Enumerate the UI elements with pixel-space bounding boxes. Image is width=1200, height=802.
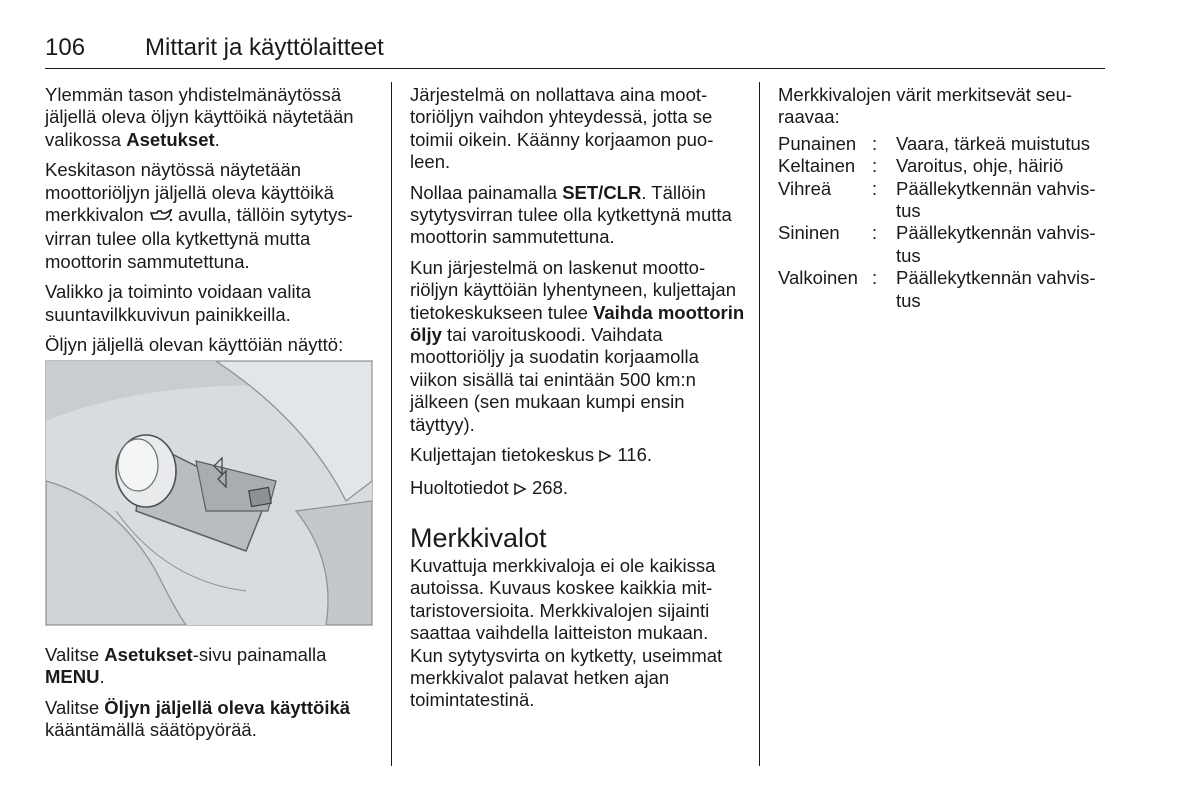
column-3 [778,84,1108,312]
color-name: Vihreä [778,177,832,199]
paragraph-reset-button: Nollaa painamalla SET/CLR. Tällöin sytytysvirran tulee olla kytkettynä mutta moottorin sammutettuna. [410,181,732,248]
column-divider-1 [391,82,392,766]
color-meaning: Päällekytkennän vahvistus [896,267,1096,311]
paragraph-colors-intro: Merkkivalojen värit merkitsevät seuraavaa: [778,84,1073,128]
cross-reference-driver-info: Kuljettajan tietokeskus 116. [410,444,745,468]
paragraph-select-settings: Valitse Asetukset-sivu painamalla MENU. [45,644,327,688]
message-term-change-oil: Vaihda moottorin öljy [410,301,745,346]
separator: : [872,177,878,199]
cross-reference-service: Huoltotiedot 268. [410,477,745,501]
color-meaning: Päällekytkennän vahvistus [896,222,1096,266]
arrow-right-outline-icon [514,479,527,501]
page-number: 106 [45,34,86,61]
color-name: Valkoinen [778,267,858,289]
section-heading-warning-lights: Merkkivalot [410,522,547,553]
paragraph-select-oil-life: Valitse Öljyn jäljellä oleva käyttöikä kääntämällä säätöpyörää. [45,696,351,741]
paragraph-upper-display: Ylemmän tason yhdistelmänäytössä jäljellä oleva öljyn käyttöikä näytetään valikossa Asetukset. [45,84,354,150]
paragraph-figure-caption: Öljyn jäljellä olevan käyttöiän näyttö: [45,334,344,356]
table-row [778,178,1108,223]
color-meaning-table [778,133,1108,312]
arrow-right-outline-icon [599,446,612,468]
column-1-lower [45,644,375,750]
button-term-set-clr: SET/CLR [562,181,642,203]
turn-signal-lever-illustration [45,360,373,626]
table-row [778,267,1108,312]
oil-can-icon [149,206,173,228]
paragraph-mid-display: Keskitason näytössä näytetään moottoriöljyn jäljellä oleva käyttöikä merkkivalon avulla, tällöin sytytysvirran tulee olla kytkettynä mutta moottorin sammutettuna. [45,159,353,272]
paragraph-warning-lights-intro: Kuvattuja merkkivaloja ei ole kaikissa autoissa. Kuvaus koskee kaikkia mittaristoversioita. Merkkivalojen sijainti saattaa vaihdella laitteiston mukaan. Kun sytytysvirta on kytketty, useimmat merkkivalot palavat hetken ajan toimintatestinä. [410,554,723,711]
paragraph-reset-system: Järjestelmä on nollattava aina moottoriöljyn vaihdon yhteydessä, jotta se toimii oikein. Käänny korjaamon puoleen. [410,84,714,173]
menu-term-asetukset: Asetukset [126,128,215,150]
separator: : [872,132,878,154]
color-name: Punainen [778,132,857,154]
table-row [778,222,1108,267]
separator: : [872,222,878,244]
button-term-menu: MENU [45,666,100,688]
table-row [778,155,1108,177]
page-title: Mittarit ja käyttölaitteet [145,34,384,61]
table-row [778,133,1108,155]
column-2 [410,84,745,720]
separator: : [872,267,878,289]
color-meaning: Vaara, tärkeä muistutus [896,132,1090,154]
column-divider-2 [759,82,760,766]
color-name: Keltainen [778,155,856,177]
separator: : [872,155,878,177]
color-name: Sininen [778,222,840,244]
page-header [45,30,1105,69]
column-1 [45,84,375,364]
color-meaning: Varoitus, ohje, häiriö [896,155,1064,177]
paragraph-menu-selection: Valikko ja toiminto voidaan valita suuntavilkkuvivun painikkeilla. [45,281,311,325]
paragraph-oil-change-warning: Kun järjestelmä on laskenut moottoriöljyn käyttöiän lyhentyneen, kuljettajan tietokeskukseen tulee Vaihda moottorin öljy tai varoituskoodi. Vaihdata moottoriöljy ja suodatin korjaamolla viikon sisällä tai enintään 500 km:n jälkeen (sen mukaan kumpi ensin täyttyy). [410,256,745,435]
color-meaning: Päällekytkennän vahvistus [896,177,1096,222]
